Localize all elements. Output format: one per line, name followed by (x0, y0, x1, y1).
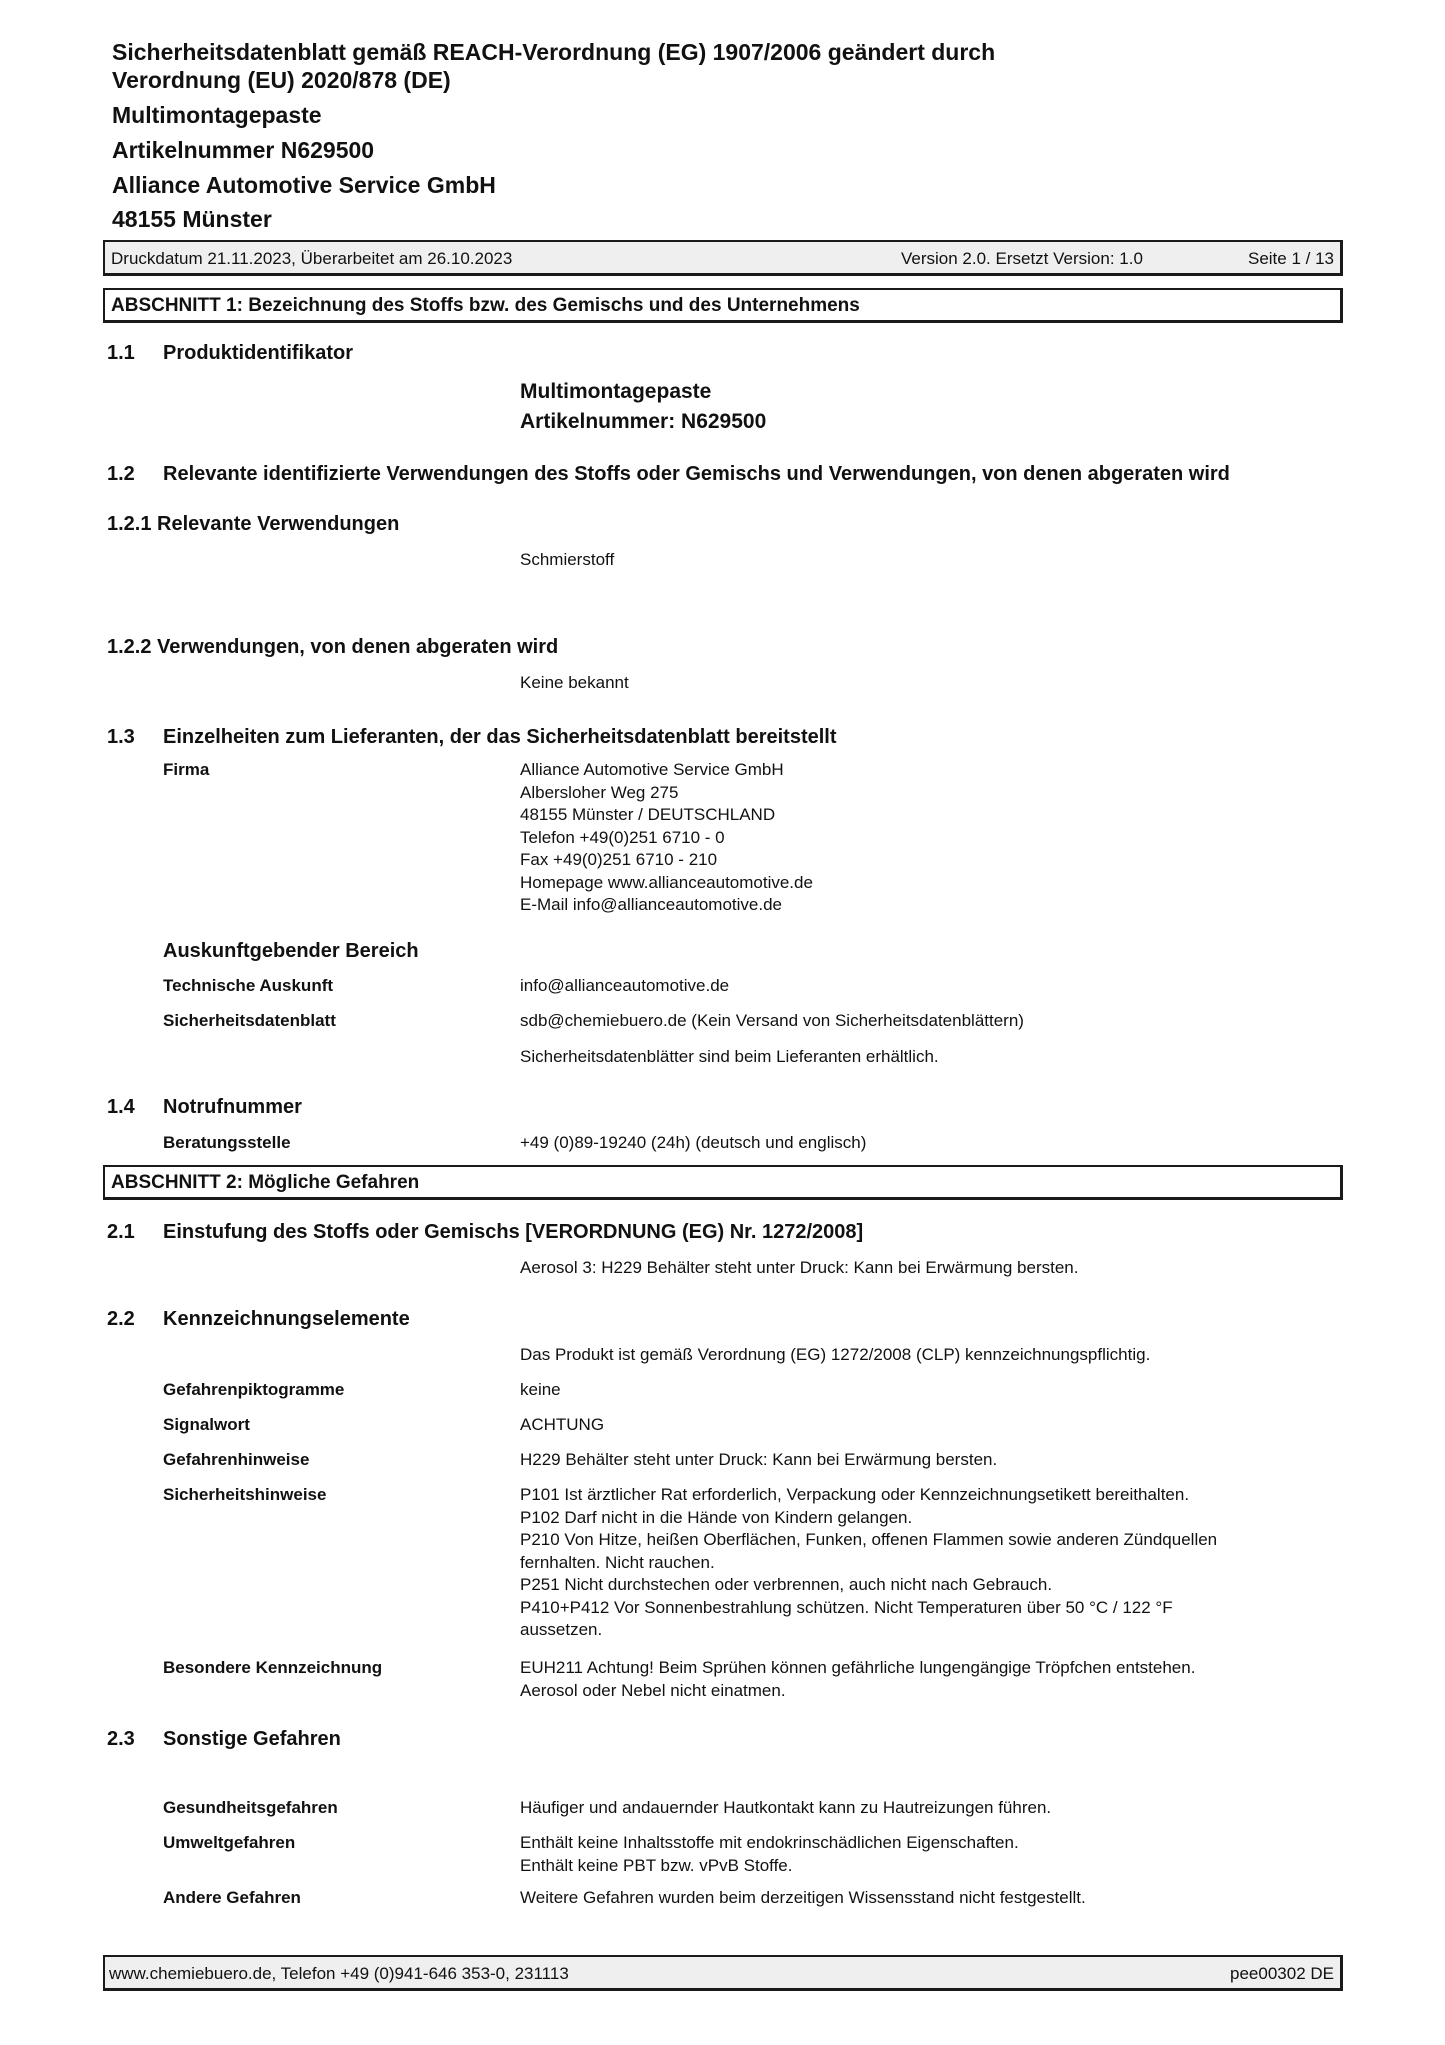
section-2-title: ABSCHNITT 2: Mögliche Gefahren (111, 1172, 420, 1193)
environmental-hazards-block (520, 1832, 1019, 1877)
signal-word-label: Signalwort (163, 1415, 250, 1434)
precautionary-line: P251 Nicht durchstechen oder verbrennen, auch nicht nach Gebrauch. (520, 1575, 1053, 1594)
precautionary-line: aussetzen. (520, 1620, 603, 1639)
firma-line: 48155 Münster / DEUTSCHLAND (520, 805, 776, 824)
firma-address-block (520, 759, 813, 917)
precautionary-line: P410+P412 Vor Sonnenbestrahlung schützen. Nicht Temperaturen über 50 °C / 122 °F (520, 1597, 1173, 1617)
precautionary-statements-label: Sicherheitshinweise (163, 1485, 327, 1504)
environmental-hazards-line: Enthält keine PBT bzw. vPvB Stoffe. (520, 1855, 793, 1875)
section-1-header (103, 288, 1343, 323)
precautionary-line: P101 Ist ärztlicher Rat erforderlich, Verpackung oder Kennzeichnungsetikett bereithalten. (520, 1485, 1190, 1504)
precautionary-line: P102 Darf nicht in die Hände von Kindern gelangen. (520, 1507, 913, 1527)
section-1-title: ABSCHNITT 1: Bezeichnung des Stoffs bzw. des Gemischs und des Unternehmens (111, 295, 860, 316)
print-date: Druckdatum 21.11.2023, Überarbeitet am 26.10.2023 (111, 249, 513, 268)
document-title-line-1: Sicherheitsdatenblatt gemäß REACH-Verordnung (EG) 1907/2006 geändert durch (112, 39, 996, 65)
firma-line: Telefon +49(0)251 6710 - 0 (520, 827, 725, 847)
version-info: Version 2.0. Ersetzt Version: 1.0 (901, 249, 1143, 268)
heading-1-1-title: Produktidentifikator (163, 342, 354, 364)
header-product-name: Multimontagepaste (112, 102, 322, 128)
health-hazards-value: Häufiger und andauernder Hautkontakt kann zu Hautreizungen führen. (520, 1798, 1052, 1817)
pictograms-value: keine (520, 1380, 561, 1399)
heading-2-3-number: 2.3 (107, 1728, 135, 1750)
page-number: Seite 1 / 13 (1247, 249, 1334, 268)
header-company-name: Alliance Automotive Service GmbH (112, 172, 496, 198)
heading-2-2-number: 2.2 (107, 1308, 135, 1330)
header-article-number: Artikelnummer N629500 (112, 137, 375, 163)
technische-auskunft-value: info@allianceautomotive.de (520, 976, 730, 995)
heading-2-1-number: 2.1 (107, 1221, 135, 1243)
heading-1-4-number: 1.4 (107, 1096, 135, 1118)
heading-1-2-2-title: 1.2.2 Verwendungen, von denen abgeraten wird (107, 636, 559, 658)
hazard-statements-label: Gefahrenhinweise (163, 1450, 310, 1469)
precautionary-line: P210 Von Hitze, heißen Oberflächen, Funken, offenen Flammen sowie anderen Zündquellen (520, 1530, 1218, 1549)
pictograms-label: Gefahrenpiktogramme (163, 1380, 345, 1399)
sdb-value: sdb@chemiebuero.de (Kein Versand von Sicherheitsdatenblättern) (520, 1011, 1024, 1030)
product-identifier-name: Multimontagepaste (520, 380, 712, 403)
precautionary-line: fernhalten. Nicht rauchen. (520, 1552, 715, 1572)
firma-label: Firma (163, 760, 210, 779)
sdb-note: Sicherheitsdatenblätter sind beim Lieferanten erhältlich. (520, 1047, 939, 1066)
beratungsstelle-value: +49 (0)89-19240 (24h) (deutsch und englisch) (520, 1133, 867, 1152)
document-title-line-2: Verordnung (EU) 2020/878 (DE) (112, 67, 451, 93)
environmental-hazards-label: Umweltgefahren (163, 1833, 296, 1852)
health-hazards-label: Gesundheitsgefahren (163, 1798, 338, 1817)
firma-line: Albersloher Weg 275 (520, 782, 679, 802)
footer-contact: www.chemiebuero.de, Telefon +49 (0)941-646 353-0, 231113 (109, 1964, 569, 1983)
firma-line: E-Mail info@allianceautomotive.de (520, 895, 782, 914)
technische-auskunft-label: Technische Auskunft (163, 976, 334, 995)
auskunft-heading: Auskunftgebender Bereich (163, 940, 419, 962)
sdb-label: Sicherheitsdatenblatt (163, 1011, 336, 1030)
signal-word-value: ACHTUNG (520, 1415, 605, 1434)
special-labelling-line: EUH211 Achtung! Beim Sprühen können gefährliche lungengängige Tröpfchen entstehen. (520, 1658, 1196, 1677)
header-company-city: 48155 Münster (112, 206, 272, 232)
environmental-hazards-line: Enthält keine Inhaltsstoffe mit endokrinschädlichen Eigenschaften. (520, 1833, 1019, 1852)
heading-2-3-title: Sonstige Gefahren (163, 1728, 341, 1750)
classification-value: Aerosol 3: H229 Behälter steht unter Druck: Kann bei Erwärmung bersten. (520, 1258, 1079, 1277)
special-labelling-block (520, 1657, 1195, 1702)
uses-advised-against-value: Keine bekannt (520, 673, 629, 692)
heading-1-3-title: Einzelheiten zum Lieferanten, der das Sicherheitsdatenblatt bereitstellt (163, 726, 837, 748)
firma-line: Fax +49(0)251 6710 - 210 (520, 850, 718, 869)
firma-line: Homepage www.allianceautomotive.de (520, 872, 813, 892)
other-hazards-label: Andere Gefahren (163, 1888, 301, 1907)
document-meta-bar (103, 240, 1343, 276)
heading-1-2-1-title: 1.2.1 Relevante Verwendungen (107, 513, 400, 535)
firma-line: Alliance Automotive Service GmbH (520, 760, 784, 779)
section-2-header (103, 1165, 1343, 1200)
footer-doc-code: pee00302 DE (1230, 1964, 1334, 1983)
precautionary-statements-block (520, 1484, 1217, 1642)
hazard-statements-value: H229 Behälter steht unter Druck: Kann bei Erwärmung bersten. (520, 1450, 998, 1469)
document-footer (103, 1955, 1343, 1991)
heading-1-1-number: 1.1 (107, 342, 135, 364)
beratungsstelle-label: Beratungsstelle (163, 1133, 291, 1152)
product-identifier-article: Artikelnummer: N629500 (520, 410, 767, 433)
heading-1-3-number: 1.3 (107, 726, 135, 748)
special-labelling-label: Besondere Kennzeichnung (163, 1658, 383, 1677)
special-labelling-line: Aerosol oder Nebel nicht einatmen. (520, 1680, 786, 1700)
relevant-uses-value: Schmierstoff (520, 550, 615, 569)
heading-1-2-number: 1.2 (107, 463, 135, 485)
heading-1-4-title: Notrufnummer (163, 1096, 302, 1118)
heading-1-2-title: Relevante identifizierte Verwendungen des Stoffs oder Gemischs und Verwendungen, von denen abgeraten wird (163, 463, 1230, 485)
other-hazards-value: Weitere Gefahren wurden beim derzeitigen Wissensstand nicht festgestellt. (520, 1888, 1086, 1907)
heading-2-1-title: Einstufung des Stoffs oder Gemischs [VERORDNUNG (EG) Nr. 1272/2008] (163, 1221, 864, 1243)
labelling-intro: Das Produkt ist gemäß Verordnung (EG) 1272/2008 (CLP) kennzeichnungspflichtig. (520, 1345, 1151, 1364)
heading-2-2-title: Kennzeichnungselemente (163, 1308, 410, 1330)
